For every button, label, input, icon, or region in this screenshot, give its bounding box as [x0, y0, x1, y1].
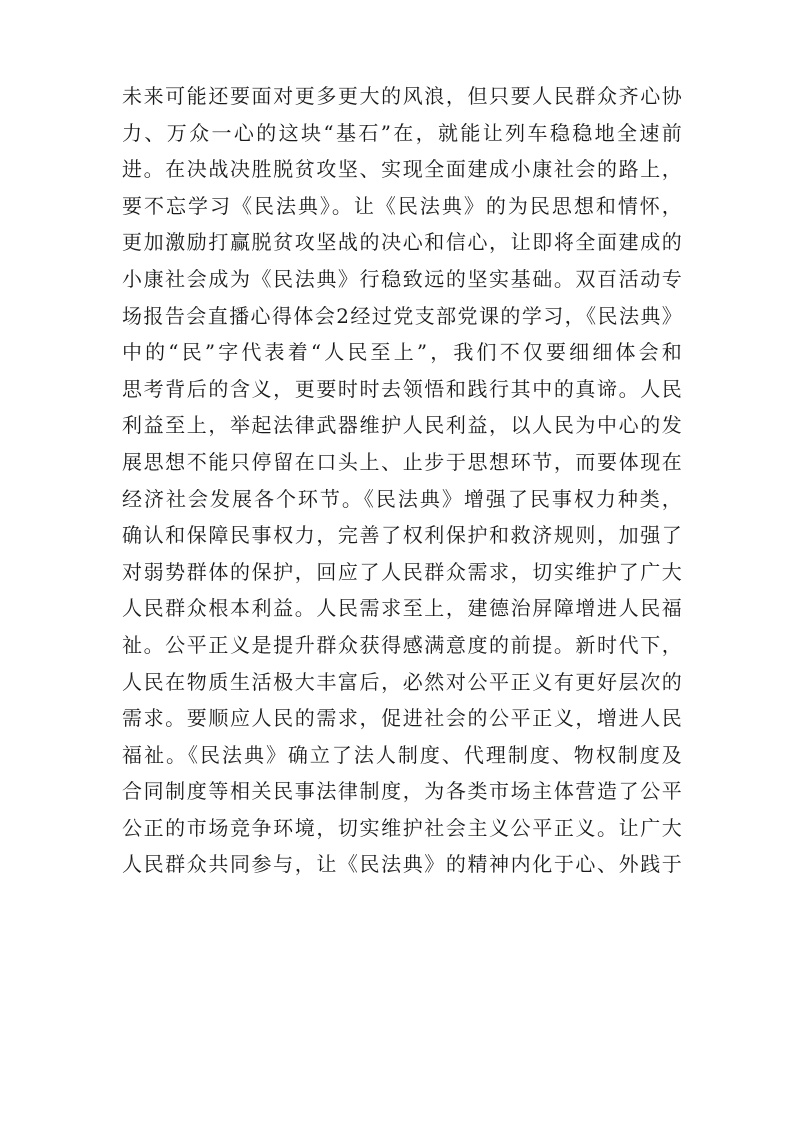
text-line-7: 场报告会直播心得体会2经过党支部党课的学习，《民法典》 [122, 303, 682, 328]
text-line-18: 需求。要顺应人民的需求，促进社会的公平正义，增进人民 [122, 706, 682, 731]
text-line-12: 经济社会发展各个环节。《民法典》增强了民事权力种类， [122, 486, 682, 511]
text-line-19: 福祉。《民法典》确立了法人制度、代理制度、物权制度及 [122, 742, 682, 767]
text-line-15: 人民群众根本利益。人民需求至上，建德治屏障增进人民福 [122, 596, 682, 621]
text-line-2: 力、万众一心的这块“基石”在，就能让列车稳稳地全速前 [122, 120, 682, 145]
text-line-16: 祉。公平正义是提升群众获得感满意度的前提。新时代下， [122, 632, 682, 657]
text-line-11: 展思想不能只停留在口头上、止步于思想环节，而要体现在 [122, 449, 682, 474]
text-line-9: 思考背后的含义，更要时时去领悟和践行其中的真谛。人民 [122, 376, 682, 401]
text-line-17: 人民在物质生活极大丰富后，必然对公平正义有更好层次的 [122, 669, 682, 694]
text-line-10: 利益至上，举起法律武器维护人民利益，以人民为中心的发 [122, 413, 682, 438]
text-line-5: 更加激励打赢脱贫攻坚战的决心和信心，让即将全面建成的 [122, 230, 682, 255]
text-line-22: 人民群众共同参与，让《民法典》的精神内化于心、外践于 [122, 852, 682, 877]
text-line-1: 未来可能还要面对更多更大的风浪，但只要人民群众齐心协 [122, 84, 682, 108]
text-line-14: 对弱势群体的保护，回应了人民群众需求，切实维护了广大 [122, 559, 682, 584]
text-line-6: 小康社会成为《民法典》行稳致远的坚实基础。双百活动专 [122, 266, 682, 291]
text-line-3: 进。在决战决胜脱贫攻坚、实现全面建成小康社会的路上， [122, 157, 682, 182]
body-text [122, 78, 682, 883]
text-line-13: 确认和保障民事权力，完善了权利保护和救济规则，加强了 [122, 523, 682, 548]
text-line-8: 中的“民”字代表着“人民至上”，我们不仅要细细体会和 [122, 340, 682, 365]
text-line-4: 要不忘学习《民法典》。让《民法典》的为民思想和情怀， [122, 193, 682, 218]
text-line-21: 公正的市场竞争环境，切实维护社会主义公平正义。让广大 [122, 815, 682, 840]
text-line-20: 合同制度等相关民事法律制度，为各类市场主体营造了公平 [122, 779, 682, 804]
